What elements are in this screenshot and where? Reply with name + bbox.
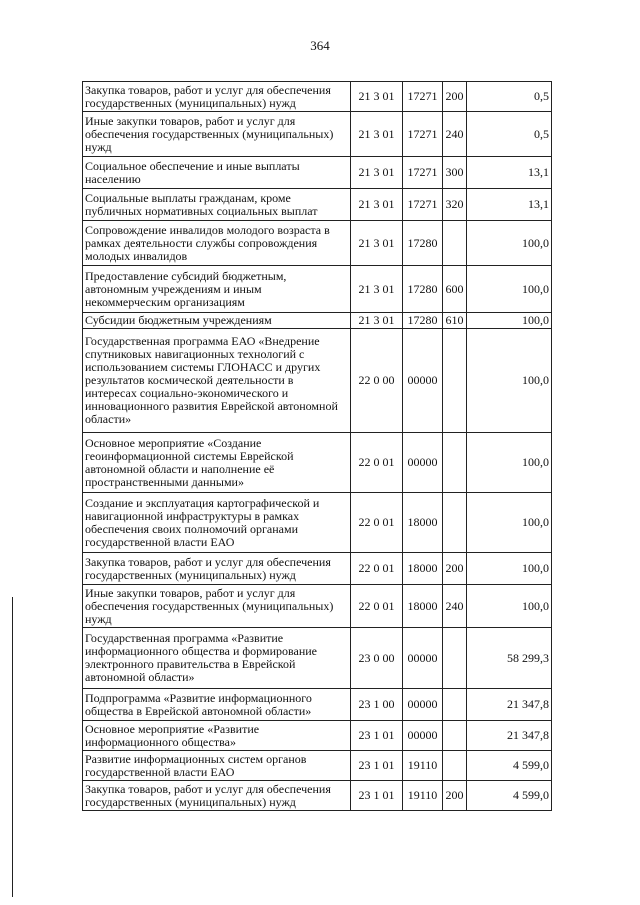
amount: 58 299,3 [467, 628, 552, 689]
program-code: 22 0 01 [351, 585, 403, 628]
direction-code: 00000 [403, 329, 443, 433]
program-code: 23 1 01 [351, 781, 403, 811]
table-row [83, 689, 552, 721]
table-row [83, 493, 552, 553]
program-code: 21 3 01 [351, 221, 403, 266]
expense-type-code [443, 628, 467, 689]
table-row [83, 266, 552, 313]
program-code: 21 3 01 [351, 313, 403, 329]
amount: 4 599,0 [467, 781, 552, 811]
table-row [83, 721, 552, 751]
direction-code: 17271 [403, 112, 443, 157]
expense-name: Создание и эксплуатация картографической и навигационной инфраструктуры в рамках обеспечения своих полномочий органами государственной власти ЕАО [83, 493, 351, 553]
amount: 100,0 [467, 433, 552, 493]
program-code: 23 1 01 [351, 751, 403, 781]
table-row [83, 157, 552, 189]
table-row [83, 781, 552, 811]
direction-code: 18000 [403, 553, 443, 585]
program-code: 22 0 01 [351, 553, 403, 585]
program-code: 23 0 00 [351, 628, 403, 689]
amount: 100,0 [467, 313, 552, 329]
direction-code: 17280 [403, 313, 443, 329]
program-code: 22 0 01 [351, 493, 403, 553]
margin-line [12, 597, 13, 897]
expense-type-code: 200 [443, 781, 467, 811]
expense-type-code: 300 [443, 157, 467, 189]
direction-code: 17280 [403, 266, 443, 313]
program-code: 21 3 01 [351, 112, 403, 157]
program-code: 21 3 01 [351, 157, 403, 189]
amount: 100,0 [467, 553, 552, 585]
direction-code: 17271 [403, 157, 443, 189]
expense-name: Развитие информационных систем органов государственной власти ЕАО [83, 751, 351, 781]
amount: 100,0 [467, 585, 552, 628]
table-row [83, 433, 552, 493]
expense-type-code [443, 493, 467, 553]
expense-name: Закупка товаров, работ и услуг для обеспечения государственных (муниципальных) нужд [83, 781, 351, 811]
amount: 0,5 [467, 82, 552, 112]
table-row [83, 329, 552, 433]
direction-code: 00000 [403, 433, 443, 493]
direction-code: 18000 [403, 585, 443, 628]
expense-name: Государственная программа ЕАО «Внедрение спутниковых навигационных технологий с использованием системы ГЛОНАСС и других результатов космической деятельности в интересах социально-экономического и инновационного развития Еврейской автономной области» [83, 329, 351, 433]
expense-name: Социальное обеспечение и иные выплаты населению [83, 157, 351, 189]
direction-code: 00000 [403, 628, 443, 689]
direction-code: 19110 [403, 751, 443, 781]
expense-type-code: 240 [443, 585, 467, 628]
expense-name: Основное мероприятие «Создание геоинформационной системы Еврейской автономной области и наполнение её пространственными данными» [83, 433, 351, 493]
program-code: 23 1 00 [351, 689, 403, 721]
direction-code: 17280 [403, 221, 443, 266]
program-code: 21 3 01 [351, 82, 403, 112]
expense-type-code: 610 [443, 313, 467, 329]
amount: 100,0 [467, 266, 552, 313]
direction-code: 17271 [403, 82, 443, 112]
amount: 4 599,0 [467, 751, 552, 781]
table-row [83, 112, 552, 157]
expense-type-code [443, 221, 467, 266]
amount: 100,0 [467, 221, 552, 266]
amount: 0,5 [467, 112, 552, 157]
expense-type-code: 240 [443, 112, 467, 157]
expense-name: Иные закупки товаров, работ и услуг для обеспечения государственных (муниципальных) нужд [83, 585, 351, 628]
expense-name: Закупка товаров, работ и услуг для обеспечения государственных (муниципальных) нужд [83, 553, 351, 585]
table-row [83, 189, 552, 221]
expense-type-code [443, 689, 467, 721]
budget-table [82, 81, 552, 811]
direction-code: 19110 [403, 781, 443, 811]
direction-code: 00000 [403, 721, 443, 751]
expense-name: Государственная программа «Развитие информационного общества и формирование электронного правительства в Еврейской автономной области» [83, 628, 351, 689]
table-row [83, 313, 552, 329]
program-code: 22 0 00 [351, 329, 403, 433]
expense-type-code [443, 751, 467, 781]
program-code: 22 0 01 [351, 433, 403, 493]
direction-code: 17271 [403, 189, 443, 221]
amount: 21 347,8 [467, 689, 552, 721]
expense-type-code: 200 [443, 553, 467, 585]
amount: 21 347,8 [467, 721, 552, 751]
table-row [83, 585, 552, 628]
direction-code: 00000 [403, 689, 443, 721]
expense-name: Иные закупки товаров, работ и услуг для обеспечения государственных (муниципальных) нужд [83, 112, 351, 157]
expense-type-code: 200 [443, 82, 467, 112]
table-row [83, 628, 552, 689]
amount: 100,0 [467, 493, 552, 553]
expense-name: Социальные выплаты гражданам, кроме публичных нормативных социальных выплат [83, 189, 351, 221]
direction-code: 18000 [403, 493, 443, 553]
page-number: 364 [310, 38, 330, 53]
table-row [83, 82, 552, 112]
table-row [83, 751, 552, 781]
expense-name: Субсидии бюджетным учреждениям [83, 313, 351, 329]
table-row [83, 221, 552, 266]
amount: 13,1 [467, 157, 552, 189]
expense-type-code [443, 433, 467, 493]
expense-name: Основное мероприятие «Развитие информационного общества» [83, 721, 351, 751]
amount: 13,1 [467, 189, 552, 221]
expense-name: Сопровождение инвалидов молодого возраста в рамках деятельности службы сопровождения молодых инвалидов [83, 221, 351, 266]
expense-name: Предоставление субсидий бюджетным, автономным учреждениям и иным некоммерческим организациям [83, 266, 351, 313]
expense-type-code [443, 721, 467, 751]
expense-type-code [443, 329, 467, 433]
amount: 100,0 [467, 329, 552, 433]
program-code: 23 1 01 [351, 721, 403, 751]
program-code: 21 3 01 [351, 266, 403, 313]
expense-type-code: 320 [443, 189, 467, 221]
expense-name: Закупка товаров, работ и услуг для обеспечения государственных (муниципальных) нужд [83, 82, 351, 112]
program-code: 21 3 01 [351, 189, 403, 221]
expense-type-code: 600 [443, 266, 467, 313]
table-row [83, 553, 552, 585]
expense-name: Подпрограмма «Развитие информационного общества в Еврейской автономной области» [83, 689, 351, 721]
